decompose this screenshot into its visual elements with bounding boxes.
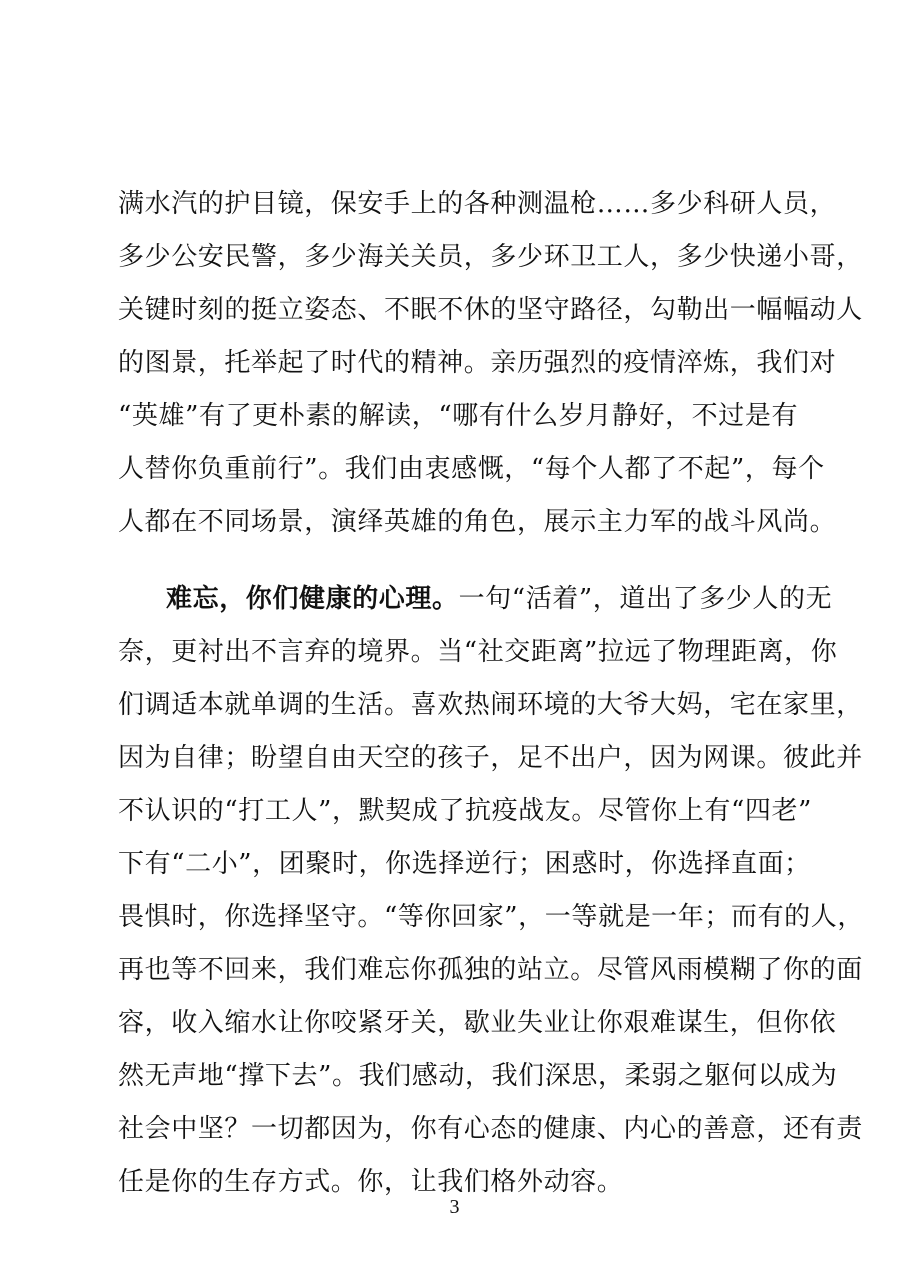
paragraph-2-line-1-text: 一句“活着”，道出了多少人的无 xyxy=(458,584,833,614)
paragraph-2-line-9: 容，收入缩水让你咬紧牙关，歇业失业让你艰难谋生，但你依 xyxy=(118,1008,837,1038)
paragraph-2-line-10: 然无声地“撑下去”。我们感动，我们深思，柔弱之躯何以成为 xyxy=(118,1061,838,1091)
page-number: 3 xyxy=(449,1196,460,1218)
paragraph-2-line-4: 因为自律；盼望自由天空的孩子，足不出户，因为网课。彼此并 xyxy=(118,743,863,773)
paragraph-2-line-7: 畏惧时，你选择坚守。“等你回家”，一等就是一年；而有的人， xyxy=(118,902,864,932)
paragraph-1-line-6: 人替你负重前行”。我们由衷感慨，“每个人都了不起”，每个 xyxy=(118,454,825,484)
paragraph-1-line-3: 关键时刻的挺立姿态、不眠不休的坚守路径，勾勒出一幅幅动人 xyxy=(118,295,863,325)
paragraph-2-line-6: 下有“二小”，团聚时，你选择逆行；困惑时，你选择直面； xyxy=(118,849,811,879)
paragraph-1-line-2: 多少公安民警，多少海关关员，多少环卫工人，多少快递小哥， xyxy=(118,242,863,272)
paragraph-2-line-8: 再也等不回来，我们难忘你孤独的站立。尽管风雨模糊了你的面 xyxy=(118,955,863,985)
paragraph-2-line-2: 奈，更衬出不言弃的境界。当“社交距离”拉远了物理距离，你 xyxy=(118,637,838,667)
paragraph-1-line-1: 满水汽的护目镜，保安手上的各种测温枪……多少科研人员， xyxy=(118,189,837,219)
paragraph-2-line-3: 们调适本就单调的生活。喜欢热闹环境的大爷大妈，宅在家里， xyxy=(118,690,863,720)
paragraph-2-line-5: 不认识的“打工人”，默契成了抗疫战友。尽管你上有“四老” xyxy=(118,796,812,826)
paragraph-2-line-11: 社会中坚？一切都因为，你有心态的健康、内心的善意，还有责 xyxy=(118,1114,863,1144)
paragraph-2-line-12: 任是你的生存方式。你，让我们格外动容。 xyxy=(118,1167,624,1197)
paragraph-1-line-7: 人都在不同场景，演绎英雄的角色，展示主力军的战斗风尚。 xyxy=(118,507,837,537)
paragraph-1-line-4: 的图景，托举起了时代的精神。亲历强烈的疫情淬炼，我们对 xyxy=(118,348,837,378)
paragraph-1-line-5: “英雄”有了更朴素的解读，“哪有什么岁月静好，不过是有 xyxy=(118,401,799,431)
paragraph-2-line-1 xyxy=(166,577,833,621)
paragraph-heading: 难忘，你们健康的心理。 xyxy=(166,584,459,614)
